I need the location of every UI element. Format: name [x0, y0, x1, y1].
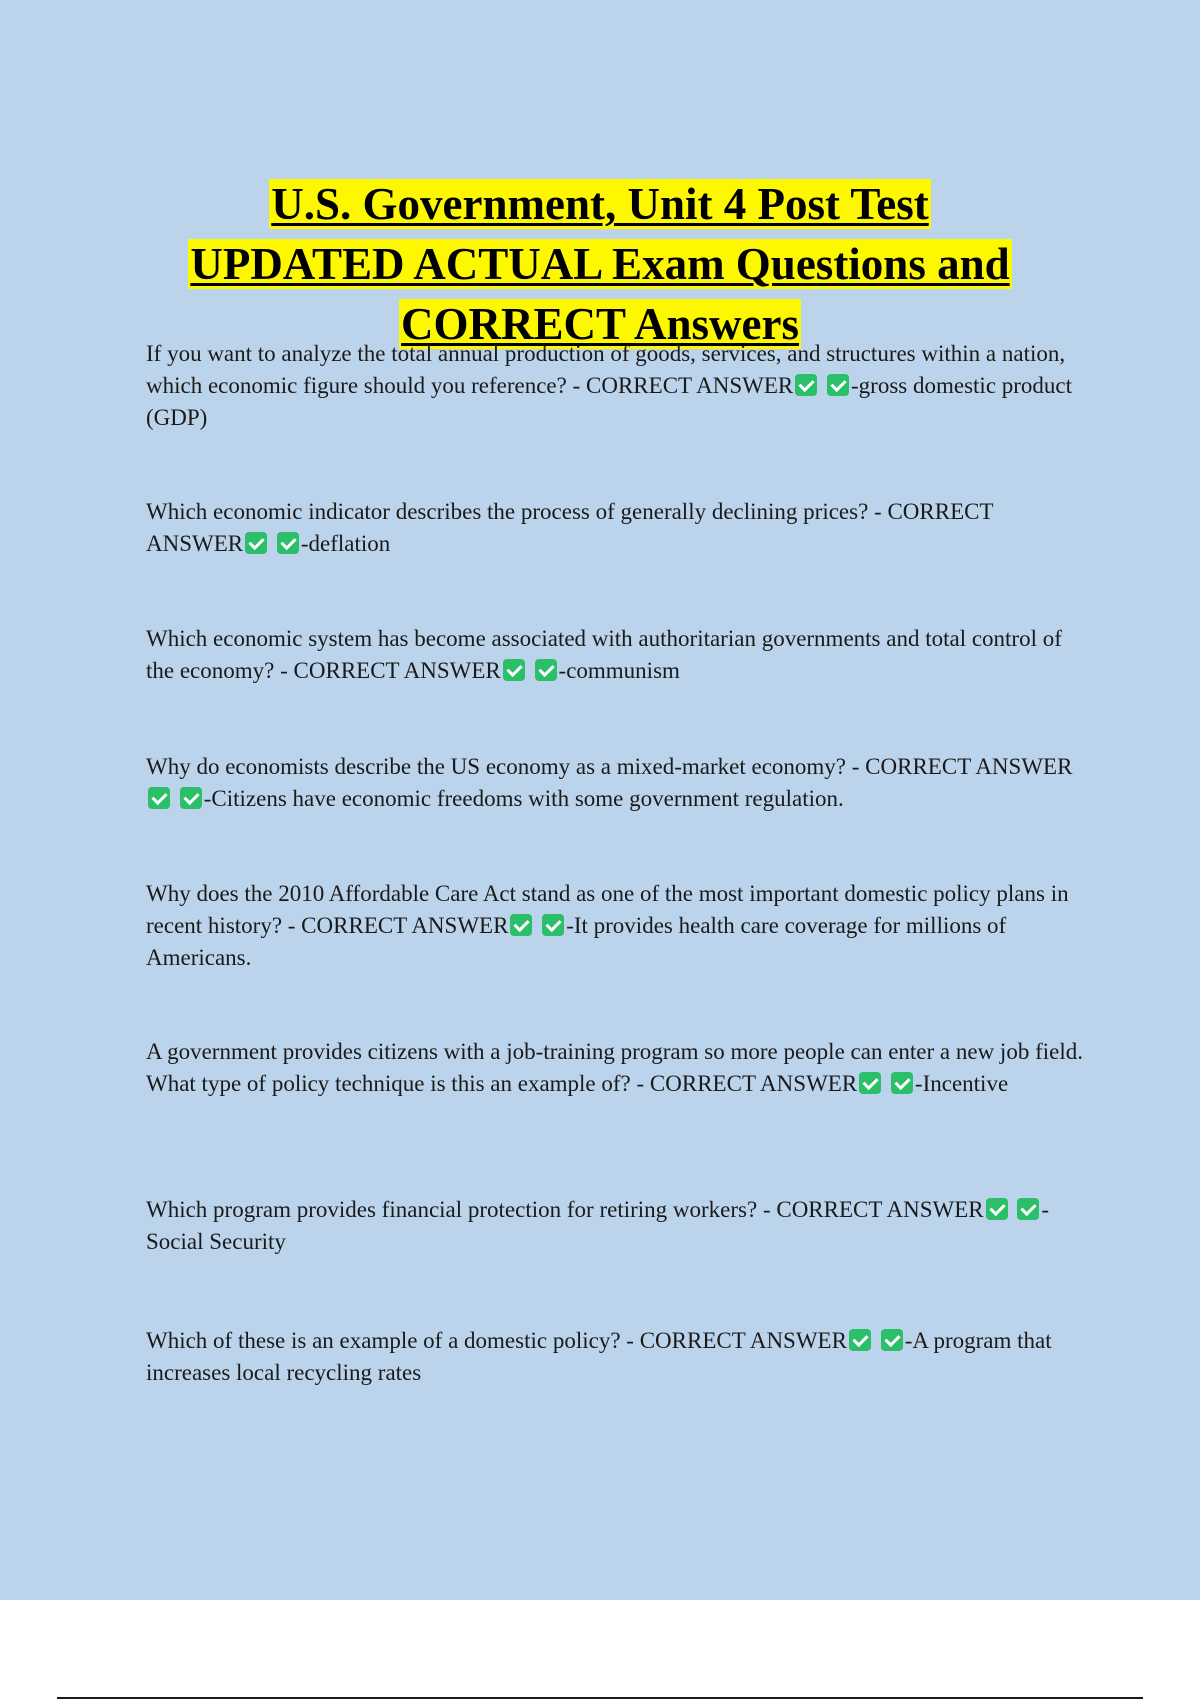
qa-item [146, 496, 1086, 560]
check-mark-icon [859, 1072, 881, 1094]
check-mark-icon [148, 787, 170, 809]
qa-item [146, 1325, 1086, 1389]
answer-text: -gross domestic product (GDP) [146, 373, 1073, 430]
check-mark-icon [795, 374, 817, 396]
answer-text: -Incentive [914, 1071, 1009, 1096]
check-mark-icon [891, 1072, 913, 1094]
qa-item [146, 623, 1086, 687]
title-line-3: CORRECT Answers [401, 299, 799, 350]
check-mark-icon [245, 532, 267, 554]
check-mark-icon [180, 787, 202, 809]
answer-text: -communism [558, 658, 680, 683]
check-mark-icon [542, 914, 564, 936]
title-line-2: UPDATED ACTUAL Exam Questions and [190, 239, 1010, 290]
check-mark-icon [510, 914, 532, 936]
check-mark-icon [827, 374, 849, 396]
check-mark-icon [849, 1329, 871, 1351]
document-title [0, 174, 1200, 354]
answer-text: -Citizens have economic freedoms with some government regulation. [203, 786, 844, 811]
question-text: If you want to analyze the total annual production of goods, services, and structures within a nation, which economic figure should you reference? - CORRECT ANSWER [146, 341, 1066, 398]
question-text: Why does the 2010 Affordable Care Act stand as one of the most important domestic policy plans in recent history? - CORRECT ANSWER [146, 881, 1069, 938]
check-mark-icon [881, 1329, 903, 1351]
title-line-1: U.S. Government, Unit 4 Post Test [271, 179, 929, 230]
question-text: A government provides citizens with a job-training program so more people can enter a new job field. What type of policy technique is this an example of? - CORRECT ANSWER [146, 1039, 1083, 1096]
check-mark-icon [503, 659, 525, 681]
qa-item [146, 878, 1086, 974]
answer-text: -It provides health care coverage for millions of Americans. [146, 913, 1007, 970]
answer-text: -Social Security [146, 1197, 1050, 1254]
qa-item [146, 1036, 1086, 1100]
qa-item [146, 751, 1086, 815]
question-text: Which program provides financial protection for retiring workers? - CORRECT ANSWER [146, 1197, 984, 1222]
question-text: Why do economists describe the US economy as a mixed-market economy? - CORRECT ANSWER [146, 754, 1073, 779]
check-mark-icon [277, 532, 299, 554]
qa-item [146, 1194, 1086, 1258]
footer-divider [57, 1697, 1143, 1699]
check-mark-icon [535, 659, 557, 681]
question-text: Which economic system has become associated with authoritarian governments and total control of the economy? - CORRECT ANSWER [146, 626, 1062, 683]
question-text: Which of these is an example of a domestic policy? - CORRECT ANSWER [146, 1328, 847, 1353]
check-mark-icon [1017, 1198, 1039, 1220]
answer-text: -A program that increases local recycling rates [146, 1328, 1052, 1385]
answer-text: -deflation [300, 531, 391, 556]
question-text: Which economic indicator describes the process of generally declining prices? - CORRECT ANSWER [146, 499, 994, 556]
check-mark-icon [986, 1198, 1008, 1220]
qa-item [146, 338, 1086, 434]
